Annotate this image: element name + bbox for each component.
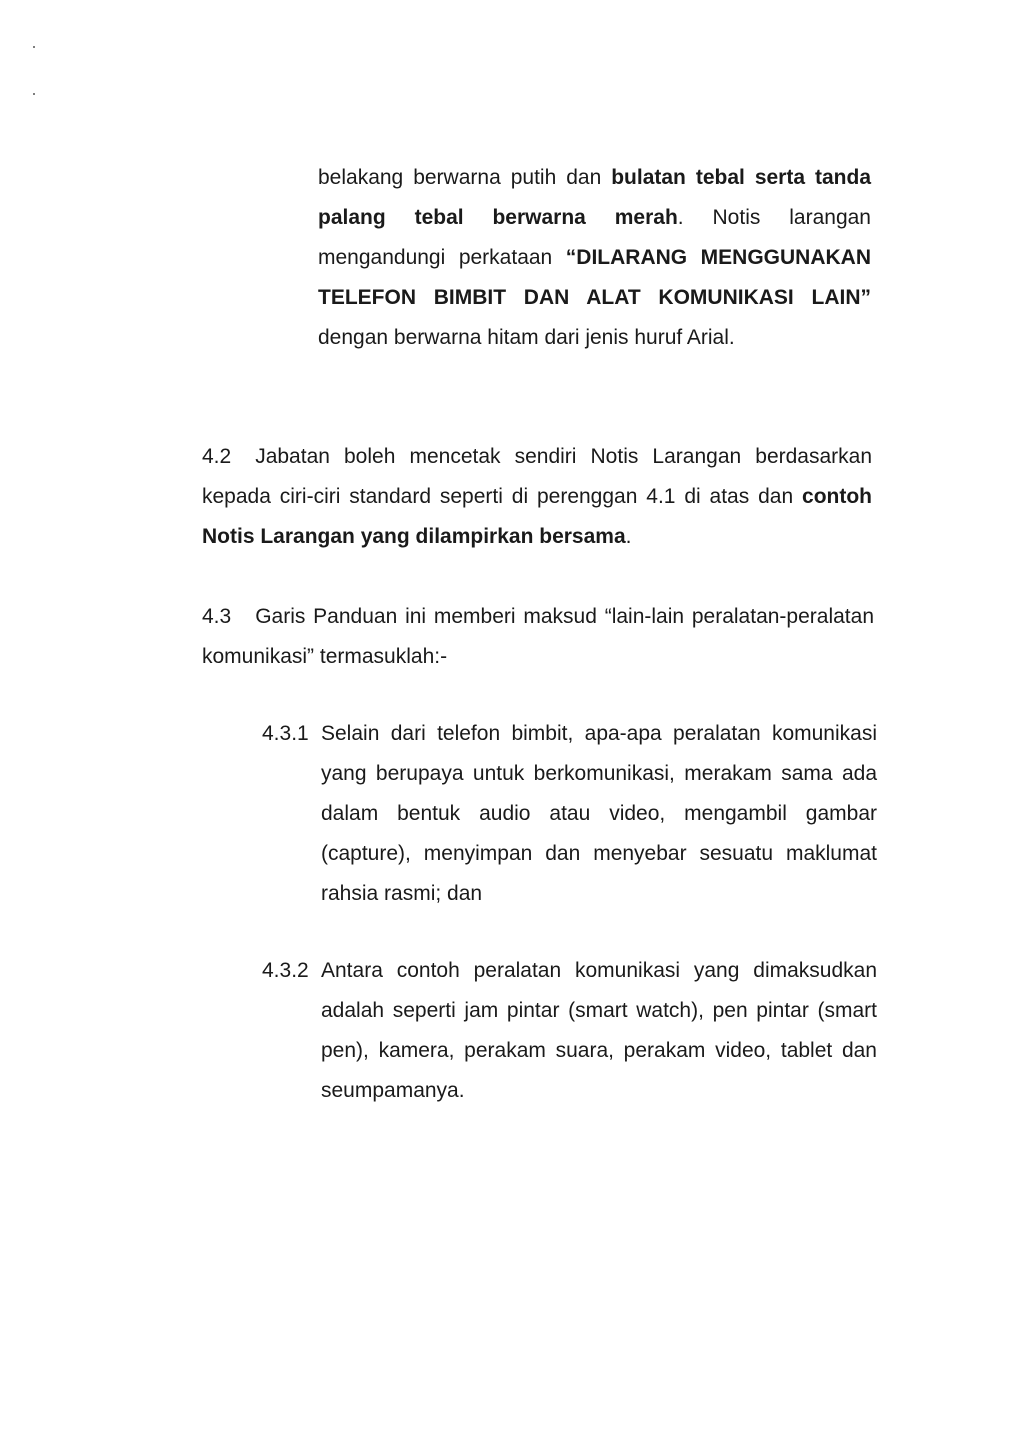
paragraph-continuation (318, 158, 871, 358)
para1-text-3: dengan berwarna hitam dari jenis huruf Arial. (318, 326, 735, 349)
subparagraph-number: 4.3.1 (262, 722, 309, 745)
paragraph-number: 4.3 (202, 605, 232, 628)
paragraph-number: 4.2 (202, 445, 232, 468)
para1-bold-2: “DILARANG MENGGUNAKAN TELEFON BIMBIT DAN ALAT KOMUNIKASI LAIN” (318, 246, 871, 309)
para3-text: Garis Panduan ini memberi maksud “lain-lain peralatan-peralatan komunikasi” termasuklah:- (202, 605, 874, 668)
scan-speck (33, 93, 35, 95)
paragraph-4-2 (202, 437, 872, 557)
subparagraph-4-3-2: Antara contoh peralatan komunikasi yang dimaksudkan adalah seperti jam pintar (smart watch), pen pintar (smart pen), kamera, perakam suara, perakam video, tablet dan seumpamanya. (321, 959, 877, 1102)
paragraph-4-3 (202, 597, 874, 677)
subparagraph-number: 4.3.2 (262, 959, 309, 982)
para2-text-2: . (625, 525, 632, 548)
subparagraph-4-3-1: Selain dari telefon bimbit, apa-apa peralatan komunikasi yang berupaya untuk berkomunikasi, merakam sama ada dalam bentuk audio atau video, mengambil gambar (capture), menyimpan dan menyebar sesuatu maklumat rahsia rasmi; dan (321, 722, 877, 905)
para1-text-2: . Notis larangan mengandungi perkataan (318, 206, 871, 269)
para1-text-1: belakang berwarna putih dan (318, 166, 612, 189)
para1-bold-1: bulatan tebal serta tanda palang tebal berwarna merah (318, 166, 871, 229)
para2-text-1: Jabatan boleh mencetak sendiri Notis Larangan berdasarkan kepada ciri-ciri standard seperti di perenggan 4.1 di atas dan (202, 445, 872, 508)
scan-speck (33, 46, 35, 48)
para2-bold-1: contoh Notis Larangan yang dilampirkan bersama (202, 485, 872, 548)
